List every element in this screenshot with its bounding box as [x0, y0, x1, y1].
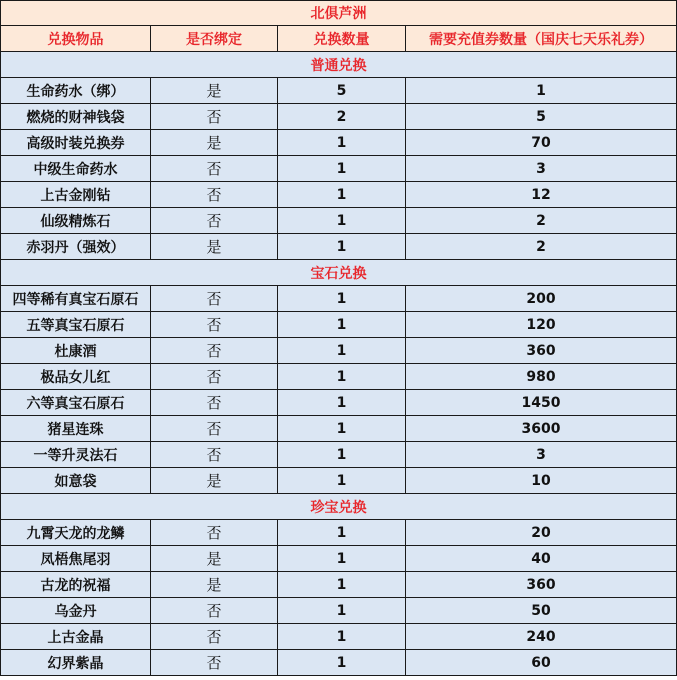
cost-cell: 120 [406, 312, 677, 338]
bound-cell: 否 [151, 442, 278, 468]
table-row [1, 364, 677, 390]
bound-cell: 是 [151, 468, 278, 494]
section-title: 珍宝兑换 [1, 494, 677, 520]
quantity-cell: 1 [278, 364, 406, 390]
table-row [1, 312, 677, 338]
quantity-cell: 1 [278, 156, 406, 182]
bound-cell: 否 [151, 364, 278, 390]
cost-cell: 50 [406, 598, 677, 624]
quantity-cell: 1 [278, 650, 406, 676]
header-item: 兑换物品 [1, 26, 151, 52]
table-row [1, 234, 677, 260]
table-row [1, 78, 677, 104]
bound-cell: 否 [151, 520, 278, 546]
bound-cell: 否 [151, 598, 278, 624]
quantity-cell: 1 [278, 572, 406, 598]
cost-cell: 5 [406, 104, 677, 130]
section-row [1, 494, 677, 520]
item-name-cell: 乌金丹 [1, 598, 151, 624]
bound-cell: 否 [151, 416, 278, 442]
table-body [1, 1, 677, 676]
quantity-cell: 1 [278, 520, 406, 546]
table-title: 北俱芦洲 [1, 1, 677, 26]
table-row [1, 156, 677, 182]
quantity-cell: 1 [278, 286, 406, 312]
bound-cell: 否 [151, 624, 278, 650]
item-name-cell: 上古金晶 [1, 624, 151, 650]
item-name-cell: 中级生命药水 [1, 156, 151, 182]
table-row [1, 130, 677, 156]
bound-cell: 否 [151, 650, 278, 676]
cost-cell: 2 [406, 208, 677, 234]
bound-cell: 否 [151, 286, 278, 312]
cost-cell: 240 [406, 624, 677, 650]
item-name-cell: 燃烧的财神钱袋 [1, 104, 151, 130]
bound-cell: 否 [151, 312, 278, 338]
cost-cell: 1450 [406, 390, 677, 416]
table-row [1, 572, 677, 598]
quantity-cell: 1 [278, 598, 406, 624]
item-name-cell: 猪星连珠 [1, 416, 151, 442]
table-row [1, 442, 677, 468]
bound-cell: 否 [151, 104, 278, 130]
bound-cell: 是 [151, 234, 278, 260]
item-name-cell: 仙级精炼石 [1, 208, 151, 234]
item-name-cell: 古龙的祝福 [1, 572, 151, 598]
cost-cell: 12 [406, 182, 677, 208]
table-row [1, 520, 677, 546]
table-row [1, 598, 677, 624]
bound-cell: 否 [151, 208, 278, 234]
cost-cell: 1 [406, 78, 677, 104]
cost-cell: 980 [406, 364, 677, 390]
item-name-cell: 五等真宝石原石 [1, 312, 151, 338]
cost-cell: 10 [406, 468, 677, 494]
header-bound: 是否绑定 [151, 26, 278, 52]
header-row [1, 26, 677, 52]
table-row [1, 182, 677, 208]
cost-cell: 2 [406, 234, 677, 260]
table-row [1, 546, 677, 572]
item-name-cell: 幻界紫晶 [1, 650, 151, 676]
bound-cell: 否 [151, 182, 278, 208]
quantity-cell: 1 [278, 182, 406, 208]
bound-cell: 是 [151, 78, 278, 104]
bound-cell: 否 [151, 156, 278, 182]
table-row [1, 650, 677, 676]
item-name-cell: 凤梧焦尾羽 [1, 546, 151, 572]
table-row [1, 338, 677, 364]
table-row [1, 468, 677, 494]
quantity-cell: 1 [278, 390, 406, 416]
quantity-cell: 1 [278, 130, 406, 156]
quantity-cell: 5 [278, 78, 406, 104]
table-row [1, 286, 677, 312]
title-row [1, 1, 677, 26]
item-name-cell: 高级时装兑换券 [1, 130, 151, 156]
table-row [1, 208, 677, 234]
item-name-cell: 赤羽丹（强效） [1, 234, 151, 260]
item-name-cell: 上古金刚钻 [1, 182, 151, 208]
section-row [1, 52, 677, 78]
cost-cell: 40 [406, 546, 677, 572]
quantity-cell: 1 [278, 546, 406, 572]
header-quantity: 兑换数量 [278, 26, 406, 52]
cost-cell: 20 [406, 520, 677, 546]
quantity-cell: 1 [278, 338, 406, 364]
cost-cell: 60 [406, 650, 677, 676]
cost-cell: 360 [406, 338, 677, 364]
item-name-cell: 九霄天龙的龙鳞 [1, 520, 151, 546]
section-row [1, 260, 677, 286]
quantity-cell: 1 [278, 468, 406, 494]
item-name-cell: 极品女儿红 [1, 364, 151, 390]
item-name-cell: 杜康酒 [1, 338, 151, 364]
bound-cell: 否 [151, 390, 278, 416]
cost-cell: 360 [406, 572, 677, 598]
bound-cell: 否 [151, 338, 278, 364]
item-name-cell: 如意袋 [1, 468, 151, 494]
quantity-cell: 2 [278, 104, 406, 130]
cost-cell: 200 [406, 286, 677, 312]
quantity-cell: 1 [278, 208, 406, 234]
header-cost: 需要充值券数量（国庆七天乐礼券） [406, 26, 677, 52]
item-name-cell: 四等稀有真宝石原石 [1, 286, 151, 312]
cost-cell: 3 [406, 156, 677, 182]
bound-cell: 是 [151, 546, 278, 572]
quantity-cell: 1 [278, 442, 406, 468]
quantity-cell: 1 [278, 624, 406, 650]
table-row [1, 390, 677, 416]
section-title: 普通兑换 [1, 52, 677, 78]
bound-cell: 是 [151, 572, 278, 598]
cost-cell: 3 [406, 442, 677, 468]
item-name-cell: 一等升灵法石 [1, 442, 151, 468]
bound-cell: 是 [151, 130, 278, 156]
table-row [1, 416, 677, 442]
quantity-cell: 1 [278, 312, 406, 338]
quantity-cell: 1 [278, 234, 406, 260]
cost-cell: 3600 [406, 416, 677, 442]
section-title: 宝石兑换 [1, 260, 677, 286]
table-row [1, 624, 677, 650]
item-name-cell: 六等真宝石原石 [1, 390, 151, 416]
cost-cell: 70 [406, 130, 677, 156]
item-name-cell: 生命药水（绑） [1, 78, 151, 104]
table-row [1, 104, 677, 130]
quantity-cell: 1 [278, 416, 406, 442]
